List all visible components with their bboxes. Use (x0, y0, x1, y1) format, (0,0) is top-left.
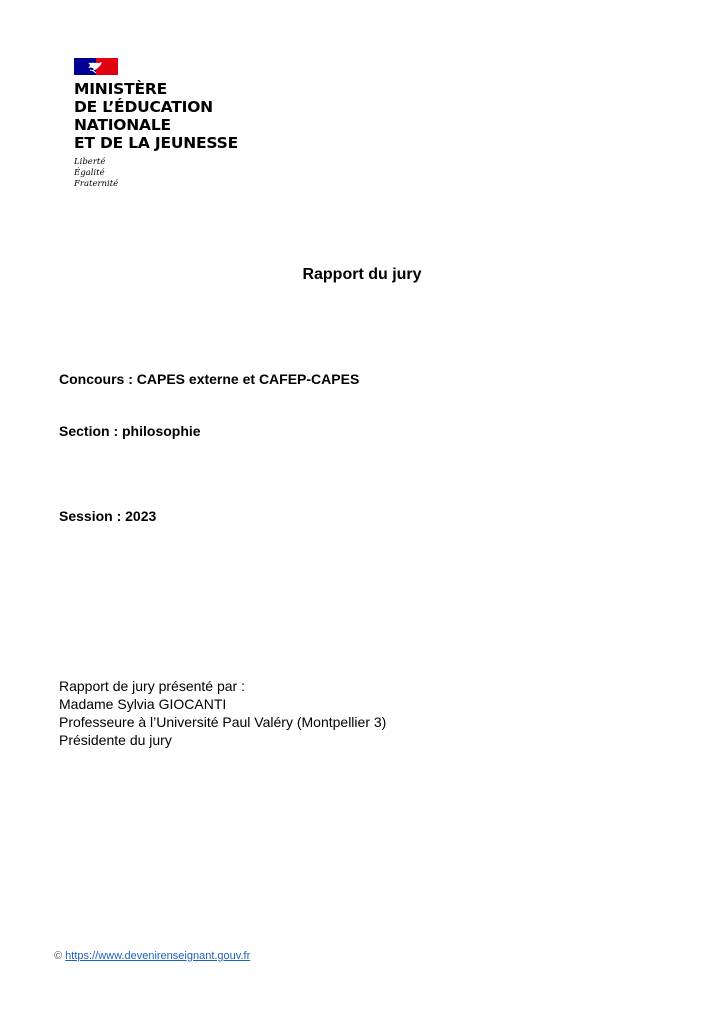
devenir-enseignant-link[interactable]: https://www.devenirenseignant.gouv.fr (65, 950, 251, 962)
session-label: Session : 2023 (59, 508, 157, 524)
section-label: Section : philosophie (59, 423, 201, 439)
ministry-name-line: ET DE LA JEUNESSE (74, 134, 238, 152)
ministry-name-line: MINISTÈRE (74, 80, 167, 98)
concours-label: Concours : CAPES externe et CAFEP-CAPES (59, 371, 360, 387)
ministry-name-line: DE L’ÉDUCATION (74, 98, 213, 116)
marianne-flag-icon (74, 58, 118, 75)
copyright-symbol: © (54, 950, 63, 962)
document-title (0, 266, 724, 284)
presenter-name: Madame Sylvia GIOCANTI (59, 696, 227, 712)
document-title-text: Rapport du jury (302, 266, 422, 283)
presenter-intro: Rapport de jury présenté par : (59, 678, 245, 694)
presenter-block (59, 677, 386, 749)
footer (54, 950, 250, 962)
presenter-role: Présidente du jury (59, 732, 172, 748)
motto-egalite: Égalité (74, 168, 105, 178)
presenter-affiliation: Professeure à l’Université Paul Valéry (Montpellier 3) (59, 714, 387, 730)
motto-liberte: Liberté (74, 157, 106, 167)
ministry-logo (74, 58, 274, 190)
republic-motto (74, 157, 274, 190)
ministry-name-line: NATIONALE (74, 116, 171, 134)
ministry-name (74, 80, 274, 152)
motto-fraternite: Fraternité (74, 179, 119, 189)
